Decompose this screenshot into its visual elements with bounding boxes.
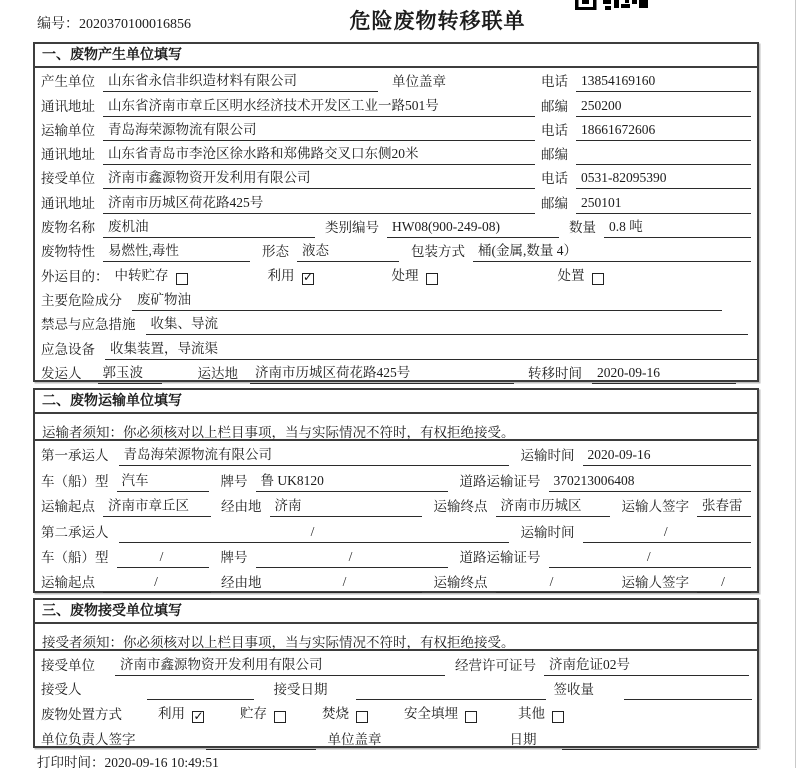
field-value: 济南市历城区	[496, 496, 610, 517]
field-label: 邮编	[541, 147, 568, 163]
form-row	[35, 311, 757, 335]
field-value: /	[119, 522, 509, 543]
field-label: 产生单位	[41, 74, 95, 90]
section-transporter	[33, 388, 759, 593]
field-value: HW08(900-249-08)	[387, 217, 559, 238]
field-value: 桶(金属,数量 4）	[473, 241, 751, 262]
field-value: /	[103, 572, 211, 593]
field-label: 废物特性	[41, 244, 95, 260]
blank-field	[562, 729, 757, 750]
field-value: 250200	[576, 96, 751, 117]
section-title: 二、废物运输单位填写	[35, 390, 757, 414]
section-receiver	[33, 598, 759, 748]
form-row	[35, 568, 757, 593]
checkbox-label: 安全填埋	[404, 706, 458, 722]
print-time-label: 打印时间：	[37, 755, 105, 768]
checkbox-option	[518, 702, 564, 725]
print-time	[37, 751, 219, 768]
form-row	[35, 360, 757, 384]
field-label: 形态	[262, 244, 289, 260]
field-label: 经由地	[221, 499, 262, 515]
field-label: 邮编	[541, 98, 568, 114]
field-label: 类别编号	[325, 220, 379, 236]
field-value: 废矿物油	[132, 290, 722, 311]
field-value: 易燃性,毒性	[103, 241, 250, 262]
empty-box-icon	[426, 273, 438, 285]
form-row	[35, 517, 757, 542]
field-label: 运输终点	[433, 575, 488, 591]
field-value: 370213006408	[549, 471, 752, 492]
form-row	[35, 725, 757, 750]
field-label: 接受单位	[41, 171, 95, 187]
form-row	[35, 466, 757, 491]
empty-box-icon	[465, 711, 477, 723]
field-value: 青岛海荣源物流有限公司	[103, 120, 535, 141]
field-value: 济南	[270, 496, 422, 517]
notice-text: 接受者须知：你必须核对以上栏目事项，当与实际情况不符时，有权拒绝接受。	[35, 624, 757, 651]
field-label: 废物名称	[41, 220, 95, 236]
field-value: 郭玉波	[98, 363, 162, 384]
form-row	[35, 214, 757, 238]
form-row	[35, 189, 757, 213]
field-label: 运达地	[197, 365, 238, 381]
field-label: 电话	[541, 171, 568, 187]
field-value: /	[256, 547, 448, 568]
field-label: 转移时间	[528, 365, 582, 381]
qr-code-fragment	[575, 0, 649, 11]
field-value: 济南危证02号	[544, 655, 749, 676]
field-label: 牌号	[220, 549, 248, 565]
field-label: 电话	[541, 122, 568, 138]
field-label: 包装方式	[411, 244, 465, 260]
field-label: 运输人签字	[621, 575, 689, 591]
field-value: 山东省济南市章丘区明水经济技术开发区工业一路501号	[103, 96, 535, 117]
field-value: /	[496, 572, 610, 593]
field-value: 收集装置，导流渠	[105, 339, 757, 360]
notice-text: 运输者须知：你必须核对以上栏目事项，当与实际情况不符时，有权拒绝接受。	[35, 414, 757, 441]
field-value: /	[697, 572, 751, 593]
form-row	[35, 492, 757, 517]
field-value: 山东省永信非织造材料有限公司	[103, 71, 378, 92]
form-row	[35, 700, 757, 725]
blank-field	[356, 679, 546, 700]
field-value: 18661672606	[576, 120, 751, 141]
field-label: 主要危险成分	[41, 292, 122, 308]
field-value: 液态	[297, 241, 399, 262]
form-row	[35, 651, 757, 676]
field-value: 鲁 UK8120	[256, 471, 448, 492]
field-label: 邮编	[541, 195, 568, 211]
field-label: 运输终点	[433, 499, 488, 515]
form-row	[35, 335, 757, 359]
field-label: 通讯地址	[41, 98, 95, 114]
field-value: /	[583, 522, 752, 543]
empty-box-icon	[176, 273, 188, 285]
field-value: 收集、导流	[146, 314, 748, 335]
empty-box-icon	[592, 273, 604, 285]
field-label: 废物处置方式	[41, 707, 122, 723]
blank-field	[147, 679, 254, 700]
field-label: 经由地	[221, 575, 262, 591]
field-value: 250101	[576, 193, 751, 214]
field-label: 运输起点	[41, 575, 95, 591]
checkbox-option	[115, 264, 188, 287]
field-label: 单位负责人签字	[41, 731, 136, 747]
field-label: 签收量	[553, 682, 594, 698]
field-value: 0.8 吨	[604, 217, 751, 238]
form-sections	[33, 42, 759, 748]
field-value: /	[117, 547, 209, 568]
checked-box-icon	[302, 273, 314, 285]
checkbox-label: 贮存	[240, 706, 267, 722]
field-label: 车（船）型	[41, 473, 109, 489]
field-value: 济南市鑫源物资开发利用有限公司	[115, 655, 445, 676]
field-label: 运输人签字	[621, 499, 689, 515]
field-label: 经营许可证号	[455, 657, 536, 673]
field-label: 通讯地址	[41, 147, 95, 163]
field-label: 车（船）型	[41, 549, 109, 565]
field-label: 运输时间	[520, 448, 575, 464]
field-label: 通讯地址	[41, 195, 95, 211]
field-label: 应急设备	[41, 341, 95, 357]
field-label: 外运目的：	[41, 268, 109, 284]
field-value: 汽车	[117, 471, 209, 492]
field-label: 接受日期	[273, 682, 328, 698]
empty-box-icon	[552, 711, 564, 723]
checkbox-label: 其他	[518, 706, 545, 722]
field-label: 第二承运人	[41, 524, 109, 540]
field-value: /	[270, 572, 422, 593]
field-value: /	[549, 547, 752, 568]
field-label: 运输单位	[41, 122, 95, 138]
checkbox-label: 利用	[158, 706, 185, 722]
form-row	[35, 165, 757, 189]
field-value: 山东省青岛市李沧区徐水路和郑佛路交叉口东侧20米	[103, 144, 535, 165]
serial-number	[37, 13, 191, 33]
form-row	[35, 117, 757, 141]
field-label: 牌号	[220, 473, 248, 489]
field-value: 0531-82095390	[576, 168, 751, 189]
field-label: 道路运输证号	[459, 549, 541, 565]
field-label: 运输时间	[520, 524, 575, 540]
field-value: 13854169160	[576, 71, 751, 92]
checkbox-option	[158, 702, 204, 725]
checkbox-label: 中转贮存	[114, 267, 169, 283]
field-value: 废机油	[103, 217, 315, 238]
checkbox-option	[240, 702, 286, 725]
checkbox-label: 焚烧	[322, 706, 349, 722]
blank-field	[206, 729, 316, 750]
checkbox-option	[322, 702, 368, 725]
print-time-value: 2020-09-16 10:49:51	[104, 755, 219, 768]
checked-box-icon	[192, 711, 204, 723]
form-row	[35, 68, 757, 92]
form-row	[35, 238, 757, 262]
field-label: 第一承运人	[41, 448, 109, 464]
checkbox-label: 利用	[267, 267, 295, 283]
serial-label: 编号：	[37, 17, 79, 32]
section-producer	[33, 42, 759, 382]
field-value: 济南市鑫源物资开发利用有限公司	[103, 168, 535, 189]
section-title: 一、废物产生单位填写	[35, 44, 757, 68]
checkbox-option	[268, 264, 314, 287]
checkbox-option	[392, 264, 438, 287]
field-value: 张春雷	[697, 496, 751, 517]
form-row	[35, 441, 757, 466]
field-value: 济南市历城区荷花路425号	[250, 363, 514, 384]
field-label: 接受单位	[41, 657, 95, 673]
checkbox-label: 处置	[557, 267, 585, 283]
checkbox-option	[558, 264, 604, 287]
section-title: 三、废物接受单位填写	[35, 600, 757, 624]
field-value: 2020-09-16	[583, 445, 752, 466]
field-label: 接受人	[41, 682, 82, 698]
field-value: 青岛海荣源物流有限公司	[119, 445, 509, 466]
field-value: 2020-09-16	[592, 363, 736, 384]
field-label: 单位盖章	[392, 74, 446, 90]
form-row	[35, 141, 757, 165]
field-label: 单位盖章	[327, 731, 382, 747]
empty-box-icon	[356, 711, 368, 723]
checkbox-label: 处理	[391, 267, 419, 283]
blank-field	[576, 144, 751, 165]
field-label: 禁忌与应急措施	[41, 317, 136, 333]
field-label: 电话	[541, 74, 568, 90]
form-row	[35, 92, 757, 116]
field-label: 运输起点	[41, 499, 95, 515]
form-row	[35, 287, 757, 311]
field-label: 数量	[569, 220, 596, 236]
field-value: 济南市章丘区	[103, 496, 211, 517]
form-row	[35, 543, 757, 568]
empty-box-icon	[274, 711, 286, 723]
field-label: 日期	[509, 731, 537, 747]
blank-field	[624, 679, 752, 700]
page-title: 危险废物转移联单	[349, 10, 526, 33]
field-label: 道路运输证号	[459, 473, 541, 489]
checkbox-option	[404, 702, 477, 725]
field-value: 济南市历城区荷花路425号	[103, 193, 535, 214]
form-row	[35, 676, 757, 701]
field-label: 发运人	[41, 365, 82, 381]
form-row	[35, 262, 757, 286]
serial-value: 2020370100016856	[79, 17, 191, 32]
